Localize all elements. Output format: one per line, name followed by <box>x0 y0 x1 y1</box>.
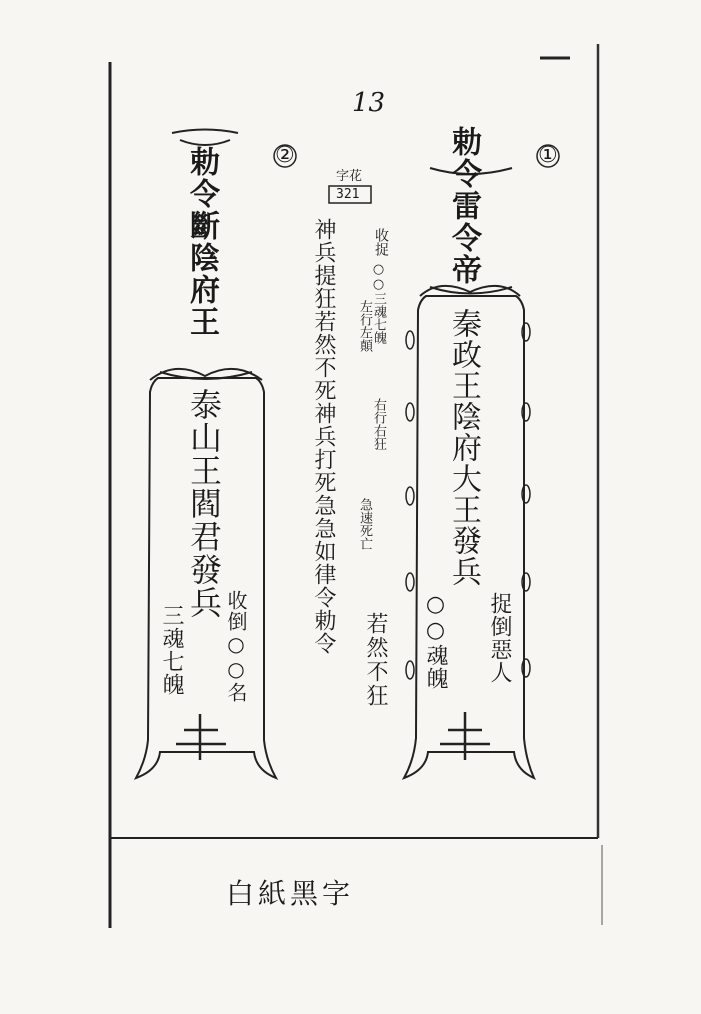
talisman-2-index: ② <box>275 143 295 168</box>
page-number: 13 <box>352 88 386 118</box>
code-box-number: 321 <box>336 187 360 202</box>
talisman-1-index: ① <box>538 143 558 168</box>
talisman-1-side-left: ○○魂魄 <box>423 592 448 690</box>
center-column-e: 急速死亡 <box>357 498 372 550</box>
code-box-label: 字花 <box>336 169 363 184</box>
center-column-f: 若然不狂 <box>363 612 388 708</box>
talisman-1-ring <box>406 661 414 679</box>
talisman-1-head: 勅令雷令帝 <box>446 126 481 286</box>
talisman-2-side-right: 收倒○○名 <box>224 590 248 703</box>
talisman-1-ring <box>406 573 414 591</box>
talisman-2-bottom-sigil <box>176 714 226 760</box>
bottom-note: 白紙黑字 <box>226 877 355 910</box>
talisman-1-knot <box>420 286 520 296</box>
center-column-d: 右行右狂 <box>371 398 386 450</box>
talisman-2-head-flourish <box>172 130 238 146</box>
talisman-2-side-left: 三魂七魄 <box>159 604 184 696</box>
center-column-a: 收捉 <box>373 228 389 256</box>
center-column-g: 神兵提狂若然不死神兵打死急急如律令勅令 <box>311 218 336 655</box>
talisman-1-ring <box>406 331 414 349</box>
talisman-2-head: 勅令斷陰府王 <box>184 146 219 338</box>
talisman-1-side-right: 捉倒惡人 <box>487 592 512 684</box>
talisman-1-ring <box>406 403 414 421</box>
center-column-c: 左行左顛 <box>357 300 372 352</box>
talisman-1-body: 秦政王陰府大王發兵 <box>446 308 481 587</box>
center-column-b: ○○三魂七魄 <box>371 262 386 344</box>
talisman-2-body: 泰山王閻君發兵 <box>185 388 223 619</box>
talisman-1-ring <box>406 487 414 505</box>
